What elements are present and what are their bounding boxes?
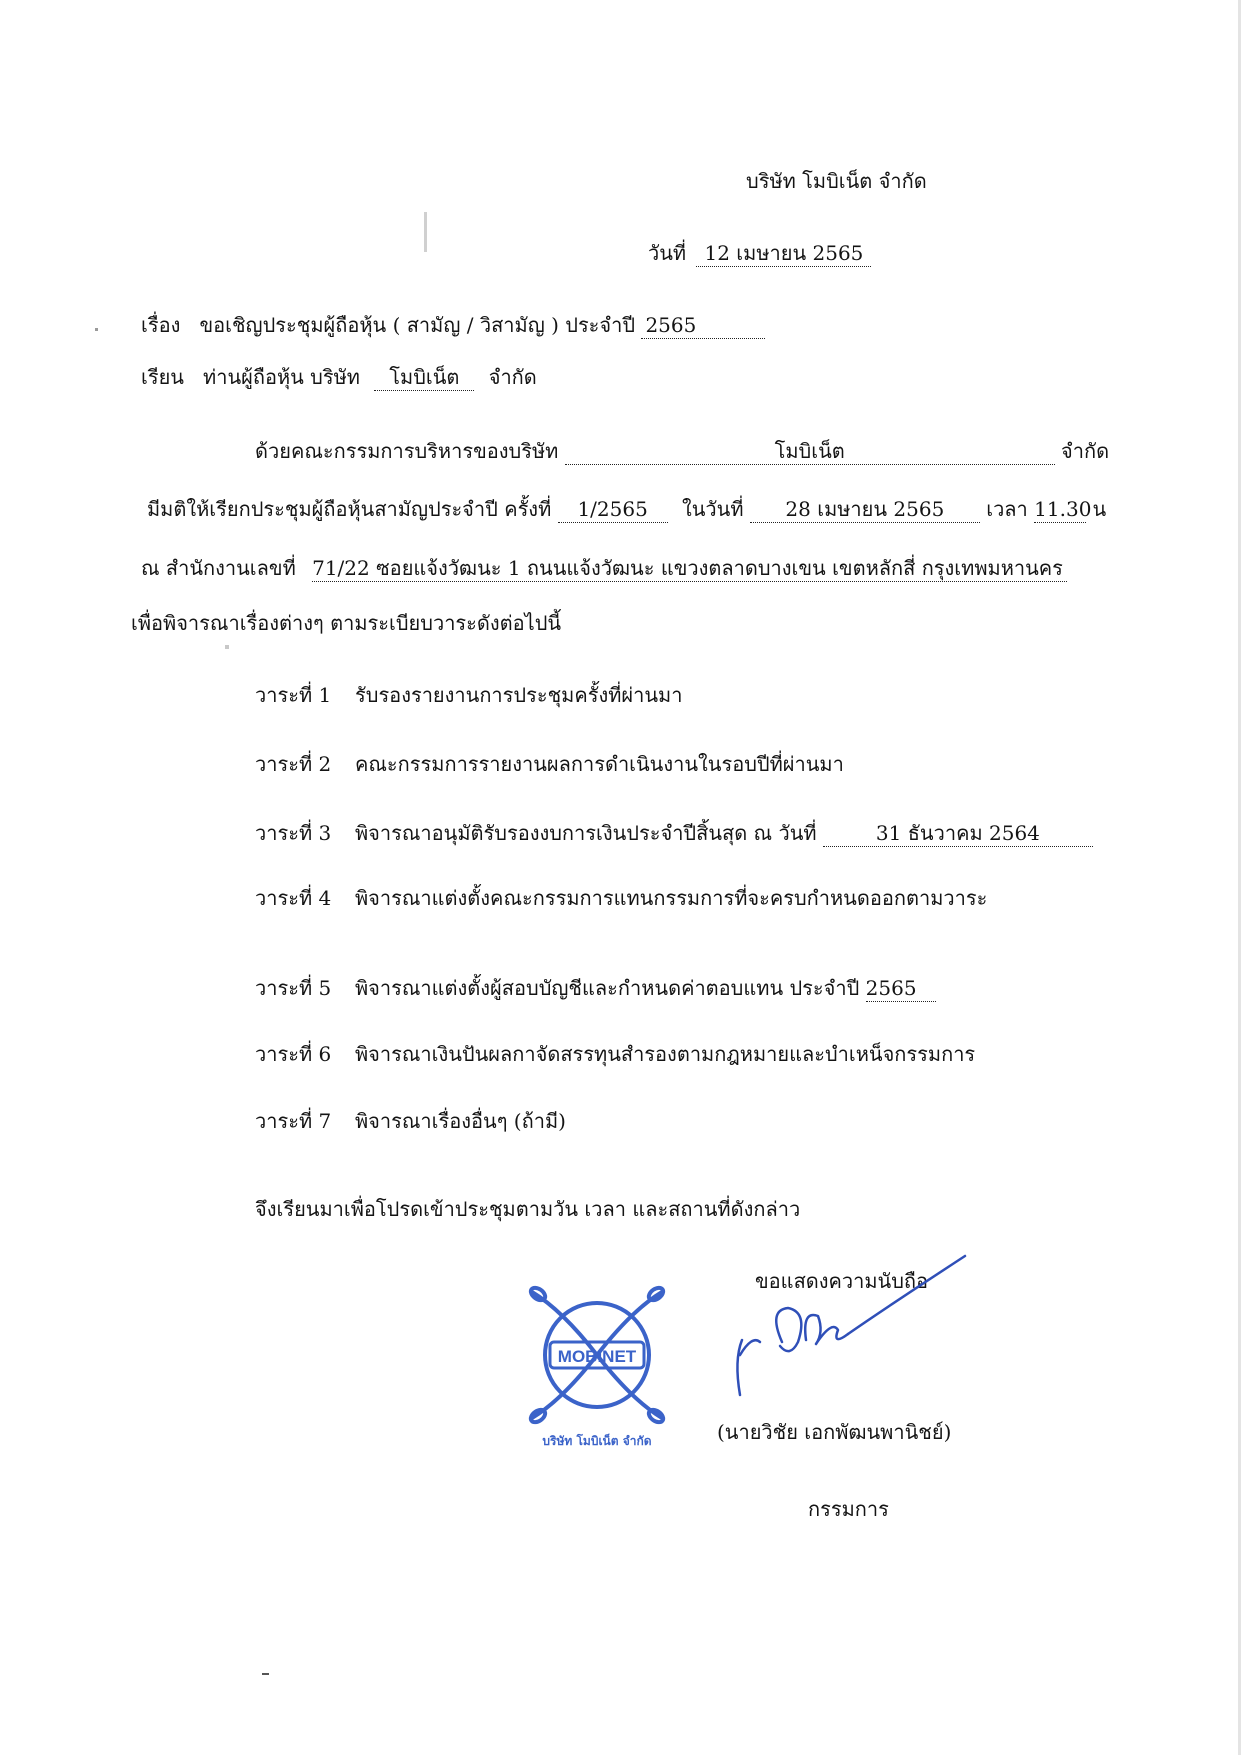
agenda-text: พิจารณาแต่งตั้งคณะกรรมการแทนกรรมการที่จะครบกำหนดออกตามวาระ [355,886,988,910]
date-value: 12 เมษายน 2565 [696,240,871,267]
body-suffix: จำกัด [1061,439,1110,463]
on-date-label: ในวันที่ [681,497,744,521]
office-label: ณ สำนักงานเลขที่ [141,556,296,580]
subject-label: เรื่อง [141,313,181,337]
agenda-number: วาระที่ 2 [255,752,332,776]
signature-stroke [805,1315,848,1344]
scan-speck [424,212,427,252]
closing-text: จึงเรียนมาเพื่อโปรดเข้าประชุมตามวัน เวลา และสถานที่ดังกล่าว [255,1197,801,1221]
agenda-item [255,749,844,779]
company-stamp [522,1280,672,1450]
stamp-logo-text: MOBINET [557,1347,637,1366]
body-company: โมบิเน็ต [565,438,1055,465]
body-line-2 [147,494,1106,524]
scan-speck [95,328,98,331]
agenda-number: วาระที่ 1 [255,683,332,707]
company-header: บริษัท โมบิเน็ต จำกัด [746,169,927,193]
office-address: 71/22 ซอยแจ้งวัฒนะ 1 ถนนแจ้งวัฒนะ แขวงตลาดบางเขน เขตหลักสี่ กรุงเทพมหานคร [312,555,1067,582]
date-label: วันที่ [648,241,687,265]
agenda-number: วาระที่ 7 [255,1109,332,1133]
meeting-date: 28 เมษายน 2565 [750,496,980,523]
subject-year: 2565 [641,312,765,339]
agenda-text: รับรองรายงานการประชุมครั้งที่ผ่านมา [355,683,683,707]
recipient-suffix: จำกัด [488,365,537,389]
handwritten-signature [720,1250,980,1410]
agenda-text: คณะกรรมการรายงานผลการดำเนินงานในรอบปีที่ผ่านมา [355,752,844,776]
signature-stroke [737,1340,760,1395]
recipient-text: ท่านผู้ถือหุ้น บริษัท [203,365,360,389]
body-prefix: ด้วยคณะกรรมการบริหารของบริษัท [255,439,559,463]
agenda-item [255,973,936,1003]
regards-text: ขอแสดงความนับถือ [755,1269,929,1293]
agenda-item [255,1039,975,1069]
signature-stroke [776,1308,801,1351]
body-line-3 [141,553,1067,583]
scan-speck [262,1673,269,1675]
agenda-item [255,883,987,913]
time-label: เวลา [986,497,1028,521]
signer-position: กรรมการ [808,1497,889,1521]
agenda-fill: 31 ธันวาคม 2564 [823,820,1093,847]
signer-name: (นายวิชัย เอกพัฒนพานิชย์) [717,1420,952,1444]
agenda-fill: 2565 [866,975,936,1002]
agenda-text: พิจารณาเรื่องอื่นๆ (ถ้ามี) [355,1109,566,1133]
agenda-text: พิจารณาแต่งตั้งผู้สอบบัญชีและกำหนดค่าตอบแทน ประจำปี [355,976,860,1000]
recipient-label: เรียน [141,365,184,389]
agenda-item [255,818,1093,848]
recipient-company: โมบิเน็ต [374,364,474,391]
agenda-text: พิจารณาอนุมัติรับรองงบการเงินประจำปีสิ้นสุด ณ วันที่ [355,821,817,845]
stamp-company-text: บริษัท โมบิเน็ต จำกัด [542,1434,652,1448]
meeting-text: มีมติให้เรียกประชุมผู้ถือหุ้นสามัญประจำปี ครั้งที่ [147,497,552,521]
recipient-line [141,362,537,392]
body-line-1 [255,436,1109,466]
subject-line [141,310,765,340]
body-line-4: เพื่อพิจารณาเรื่องต่างๆ ตามระเบียบวาระดังต่อไปนี้ [131,611,562,635]
time-unit: น [1092,497,1107,521]
agenda-number: วาระที่ 4 [255,886,332,910]
agenda-number: วาระที่ 6 [255,1042,332,1066]
meeting-number: 1/2565 [558,496,668,523]
agenda-number: วาระที่ 3 [255,821,332,845]
agenda-number: วาระที่ 5 [255,976,332,1000]
scan-speck [225,645,229,649]
agenda-text: พิจารณาเงินปันผลกาจัดสรรทุนสำรองตามกฎหมายและบำเหน็จกรรมการ [355,1042,976,1066]
signature-stroke [848,1256,965,1334]
date-line [648,238,871,268]
subject-text: ขอเชิญประชุมผู้ถือหุ้น ( สามัญ / วิสามัญ ) ประจำปี [199,313,636,337]
meeting-time: 11.30 [1034,497,1092,521]
agenda-item [255,1106,566,1136]
agenda-item [255,680,682,710]
